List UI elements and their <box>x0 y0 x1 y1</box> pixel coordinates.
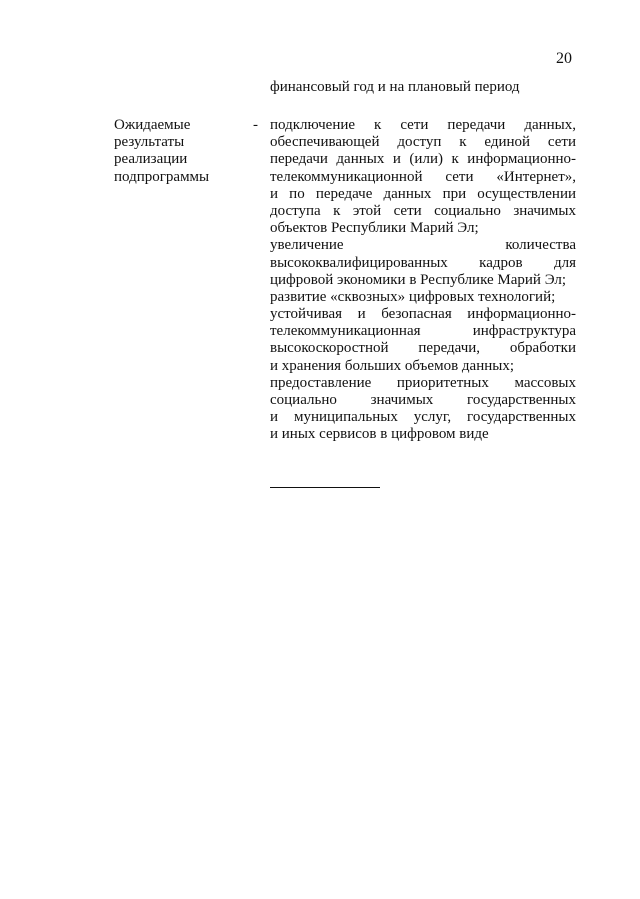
row-label-line: реализации <box>114 151 188 168</box>
row-label-line: подпрограммы <box>114 168 210 185</box>
row-label-line: результаты <box>114 134 185 151</box>
content-line: увеличение количества <box>270 237 576 254</box>
content-line: социально значимых государственных <box>270 392 576 408</box>
content-line: развитие «сквозных» цифровых технологий; <box>270 288 556 305</box>
content-line: объектов Республики Марий Эл; <box>270 220 479 237</box>
row-label <box>114 117 244 186</box>
content-line: и муниципальных услуг, государственных <box>270 409 576 426</box>
row-label-line: Ожидаемые <box>114 117 191 133</box>
content-line: обеспечивающей доступ к единой сети <box>270 134 576 151</box>
footnote-separator <box>270 487 380 488</box>
row-dash: - <box>253 117 258 133</box>
content-line: высококвалифицированных кадров для <box>270 254 576 271</box>
content-line: и иных сервисов в цифровом виде <box>270 426 489 443</box>
row-content <box>270 117 576 444</box>
page-number: 20 <box>556 50 572 67</box>
content-line: цифровой экономики в Республике Марий Эл; <box>270 271 567 288</box>
content-line: и хранения больших объемов данных; <box>270 357 514 374</box>
content-line: подключение к сети передачи данных, <box>270 117 576 133</box>
content-line: устойчивая и безопасная информационно- <box>270 306 576 323</box>
content-line: телекоммуникационная инфраструктура <box>270 323 576 340</box>
content-line: телекоммуникационной сети «Интернет», <box>270 168 576 185</box>
content-line: передачи данных и (или) к информационно- <box>270 151 576 168</box>
content-line: предоставление приоритетных массовых <box>270 374 576 391</box>
continuation-text: финансовый год и на плановый период <box>270 79 520 95</box>
content-line: доступа к этой сети социально значимых <box>270 202 576 219</box>
content-line: высокоскоростной передачи, обработки <box>270 340 576 357</box>
content-line: и по передаче данных при осуществлении <box>270 185 576 202</box>
